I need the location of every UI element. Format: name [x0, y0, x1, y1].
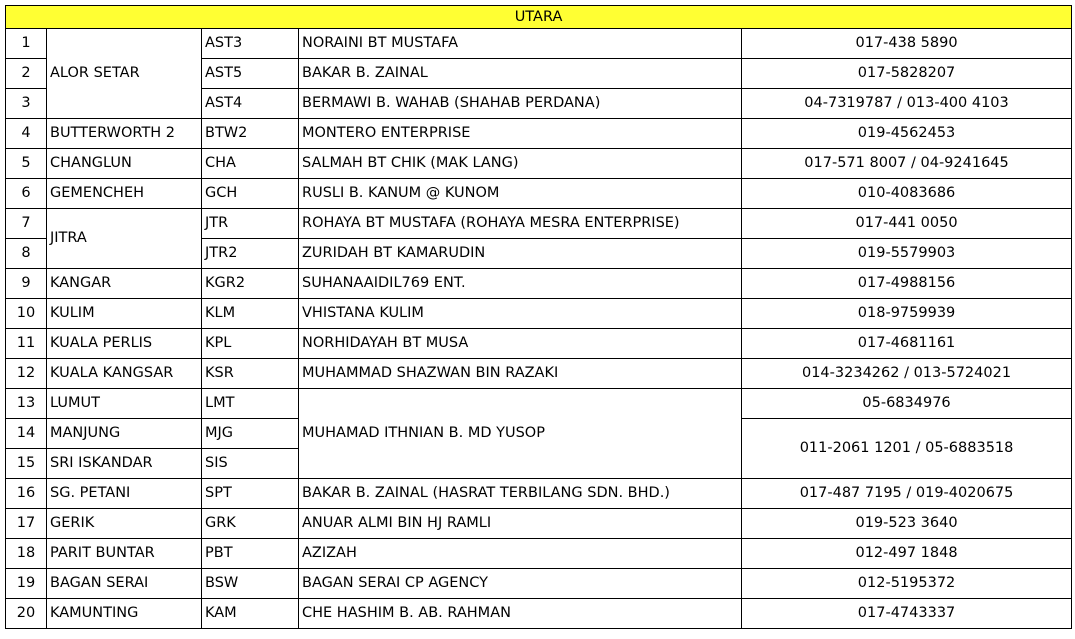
table-row — [6, 479, 1072, 509]
name-cell: RUSLI B. KANUM @ KUNOM — [299, 179, 742, 209]
row-number: 14 — [6, 419, 47, 449]
area-cell: SG. PETANI — [47, 479, 202, 509]
row-number: 19 — [6, 569, 47, 599]
table-row — [6, 299, 1072, 329]
area-cell: BAGAN SERAI — [47, 569, 202, 599]
row-number: 4 — [6, 119, 47, 149]
code-cell: JTR2 — [202, 239, 299, 269]
area-cell: MANJUNG — [47, 419, 202, 449]
table-row — [6, 509, 1072, 539]
code-cell: AST3 — [202, 29, 299, 59]
phone-cell: 04-7319787 / 013-400 4103 — [742, 89, 1072, 119]
row-number: 17 — [6, 509, 47, 539]
phone-cell: 017-441 0050 — [742, 209, 1072, 239]
code-cell: KLM — [202, 299, 299, 329]
row-number: 11 — [6, 329, 47, 359]
area-cell: KUALA PERLIS — [47, 329, 202, 359]
area-cell: KAMUNTING — [47, 599, 202, 629]
code-cell: PBT — [202, 539, 299, 569]
name-cell: MUHAMAD ITHNIAN B. MD YUSOP — [299, 389, 742, 479]
row-number: 1 — [6, 29, 47, 59]
phone-cell: 019-5579903 — [742, 239, 1072, 269]
row-number: 7 — [6, 209, 47, 239]
name-cell: NORHIDAYAH BT MUSA — [299, 329, 742, 359]
name-cell: CHE HASHIM B. AB. RAHMAN — [299, 599, 742, 629]
row-number: 15 — [6, 449, 47, 479]
name-cell: ZURIDAH BT KAMARUDIN — [299, 239, 742, 269]
name-cell: BERMAWI B. WAHAB (SHAHAB PERDANA) — [299, 89, 742, 119]
row-number: 20 — [6, 599, 47, 629]
code-cell: AST5 — [202, 59, 299, 89]
phone-cell: 019-4562453 — [742, 119, 1072, 149]
phone-cell: 017-487 7195 / 019-4020675 — [742, 479, 1072, 509]
phone-cell: 014-3234262 / 013-5724021 — [742, 359, 1072, 389]
table-row — [6, 149, 1072, 179]
phone-cell: 017-4681161 — [742, 329, 1072, 359]
area-cell: GERIK — [47, 509, 202, 539]
area-cell: KANGAR — [47, 269, 202, 299]
code-cell: KPL — [202, 329, 299, 359]
phone-cell: 011-2061 1201 / 05-6883518 — [742, 419, 1072, 479]
code-cell: KAM — [202, 599, 299, 629]
phone-cell: 017-4988156 — [742, 269, 1072, 299]
code-cell: GRK — [202, 509, 299, 539]
area-cell: GEMENCHEH — [47, 179, 202, 209]
phone-cell: 017-5828207 — [742, 59, 1072, 89]
row-number: 5 — [6, 149, 47, 179]
name-cell: MUHAMMAD SHAZWAN BIN RAZAKI — [299, 359, 742, 389]
name-cell: SUHANAAIDIL769 ENT. — [299, 269, 742, 299]
name-cell: BAGAN SERAI CP AGENCY — [299, 569, 742, 599]
region-title: UTARA — [6, 6, 1072, 29]
table-row — [6, 539, 1072, 569]
row-number: 10 — [6, 299, 47, 329]
name-cell: ANUAR ALMI BIN HJ RAMLI — [299, 509, 742, 539]
row-number: 2 — [6, 59, 47, 89]
code-cell: JTR — [202, 209, 299, 239]
code-cell: CHA — [202, 149, 299, 179]
name-cell: ROHAYA BT MUSTAFA (ROHAYA MESRA ENTERPRISE) — [299, 209, 742, 239]
phone-cell: 012-5195372 — [742, 569, 1072, 599]
row-number: 3 — [6, 89, 47, 119]
phone-cell: 017-438 5890 — [742, 29, 1072, 59]
area-cell: JITRA — [47, 209, 202, 269]
phone-cell: 017-571 8007 / 04-9241645 — [742, 149, 1072, 179]
phone-cell: 05-6834976 — [742, 389, 1072, 419]
code-cell: MJG — [202, 419, 299, 449]
row-number: 13 — [6, 389, 47, 419]
code-cell: SIS — [202, 449, 299, 479]
table-row — [6, 569, 1072, 599]
area-cell: KUALA KANGSAR — [47, 359, 202, 389]
code-cell: BSW — [202, 569, 299, 599]
phone-cell: 019-523 3640 — [742, 509, 1072, 539]
phone-cell: 012-497 1848 — [742, 539, 1072, 569]
name-cell: BAKAR B. ZAINAL (HASRAT TERBILANG SDN. BHD.) — [299, 479, 742, 509]
agent-table — [5, 5, 1072, 629]
table-row — [6, 179, 1072, 209]
table-row — [6, 29, 1072, 59]
code-cell: KSR — [202, 359, 299, 389]
row-number: 16 — [6, 479, 47, 509]
code-cell: KGR2 — [202, 269, 299, 299]
name-cell: SALMAH BT CHIK (MAK LANG) — [299, 149, 742, 179]
row-number: 18 — [6, 539, 47, 569]
name-cell: AZIZAH — [299, 539, 742, 569]
phone-cell: 017-4743337 — [742, 599, 1072, 629]
phone-cell: 018-9759939 — [742, 299, 1072, 329]
table-row — [6, 119, 1072, 149]
area-cell: CHANGLUN — [47, 149, 202, 179]
area-cell: BUTTERWORTH 2 — [47, 119, 202, 149]
area-cell: ALOR SETAR — [47, 29, 202, 119]
table-row — [6, 329, 1072, 359]
area-cell: SRI ISKANDAR — [47, 449, 202, 479]
code-cell: BTW2 — [202, 119, 299, 149]
row-number: 9 — [6, 269, 47, 299]
code-cell: AST4 — [202, 89, 299, 119]
row-number: 8 — [6, 239, 47, 269]
name-cell: VHISTANA KULIM — [299, 299, 742, 329]
table-row — [6, 599, 1072, 629]
phone-cell: 010-4083686 — [742, 179, 1072, 209]
area-cell: LUMUT — [47, 389, 202, 419]
name-cell: MONTERO ENTERPRISE — [299, 119, 742, 149]
table-row — [6, 269, 1072, 299]
name-cell: NORAINI BT MUSTAFA — [299, 29, 742, 59]
table-row — [6, 389, 1072, 419]
code-cell: LMT — [202, 389, 299, 419]
row-number: 6 — [6, 179, 47, 209]
table-row — [6, 209, 1072, 239]
row-number: 12 — [6, 359, 47, 389]
code-cell: GCH — [202, 179, 299, 209]
area-cell: PARIT BUNTAR — [47, 539, 202, 569]
name-cell: BAKAR B. ZAINAL — [299, 59, 742, 89]
table-row — [6, 359, 1072, 389]
table-title-row — [6, 6, 1072, 29]
code-cell: SPT — [202, 479, 299, 509]
area-cell: KULIM — [47, 299, 202, 329]
